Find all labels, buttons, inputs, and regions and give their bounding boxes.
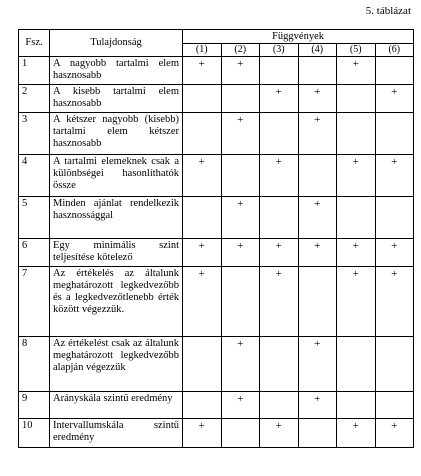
function-5-mark: +: [337, 267, 376, 337]
function-1-mark: [183, 392, 222, 419]
header-serial-number: Fsz.: [19, 30, 50, 57]
function-4-mark: [298, 419, 337, 448]
function-6-mark: +: [375, 239, 414, 267]
function-2-mark: +: [221, 57, 260, 85]
function-4-mark: +: [298, 239, 337, 267]
function-6-mark: +: [375, 419, 414, 448]
function-5-mark: [337, 85, 376, 113]
row-property: Egy minimális szint teljesítése kötelező: [50, 239, 183, 267]
header-function-5: (5): [337, 44, 376, 57]
function-5-mark: +: [337, 57, 376, 85]
header-function-4: (4): [298, 44, 337, 57]
function-3-mark: +: [260, 267, 299, 337]
function-1-mark: [183, 337, 222, 392]
function-4-mark: +: [298, 197, 337, 239]
function-4-mark: [298, 155, 337, 197]
header-function-6: (6): [375, 44, 414, 57]
row-number: 7: [19, 267, 50, 337]
function-3-mark: +: [260, 419, 299, 448]
function-6-mark: +: [375, 267, 414, 337]
function-6-mark: [375, 113, 414, 155]
function-5-mark: [337, 392, 376, 419]
table-row: [19, 337, 414, 392]
function-3-mark: [260, 197, 299, 239]
function-6-mark: +: [375, 85, 414, 113]
table-row: [19, 113, 414, 155]
function-4-mark: [298, 267, 337, 337]
function-6-mark: [375, 337, 414, 392]
function-6-mark: [375, 57, 414, 85]
row-number: 6: [19, 239, 50, 267]
function-4-mark: [298, 57, 337, 85]
function-4-mark: +: [298, 85, 337, 113]
header-function-3: (3): [260, 44, 299, 57]
header-function-1: (1): [183, 44, 222, 57]
function-5-mark: +: [337, 155, 376, 197]
function-3-mark: [260, 337, 299, 392]
row-number: 10: [19, 419, 50, 448]
function-2-mark: [221, 419, 260, 448]
function-5-mark: +: [337, 419, 376, 448]
table-row: [19, 155, 414, 197]
function-2-mark: +: [221, 392, 260, 419]
row-property: Arányskála szintű eredmény: [50, 392, 183, 419]
row-property: Az értékelés az általunk meghatározott legkedvezőbb és a legkedvezőtlenebb érték között végezzük.: [50, 267, 183, 337]
table-row: [19, 57, 414, 85]
header-function-2: (2): [221, 44, 260, 57]
table-row: [19, 85, 414, 113]
function-5-mark: [337, 113, 376, 155]
row-number: 5: [19, 197, 50, 239]
function-3-mark: +: [260, 239, 299, 267]
function-6-mark: [375, 197, 414, 239]
function-2-mark: [221, 85, 260, 113]
function-1-mark: +: [183, 57, 222, 85]
table-row: [19, 392, 414, 419]
function-5-mark: [337, 337, 376, 392]
row-number: 8: [19, 337, 50, 392]
function-6-mark: +: [375, 155, 414, 197]
function-5-mark: [337, 197, 376, 239]
function-3-mark: [260, 113, 299, 155]
row-number: 2: [19, 85, 50, 113]
function-1-mark: +: [183, 419, 222, 448]
function-2-mark: +: [221, 197, 260, 239]
function-3-mark: +: [260, 85, 299, 113]
function-1-mark: +: [183, 155, 222, 197]
row-property: A kisebb tartalmi elem hasznosabb: [50, 85, 183, 113]
table-row: [19, 239, 414, 267]
function-3-mark: [260, 57, 299, 85]
header-functions: Függvények: [183, 30, 414, 44]
function-2-mark: [221, 155, 260, 197]
function-1-mark: +: [183, 267, 222, 337]
row-property: A kétszer nagyobb (kisebb) tartalmi elem kétszer hasznosabb: [50, 113, 183, 155]
header-property: Tulajdonság: [50, 30, 183, 57]
header-row: [19, 30, 414, 44]
row-property: A tartalmi elemeknek csak a különbségei hasonlíthatók össze: [50, 155, 183, 197]
function-6-mark: [375, 392, 414, 419]
function-2-mark: [221, 267, 260, 337]
table-row: [19, 197, 414, 239]
table-body: [19, 57, 414, 448]
row-number: 3: [19, 113, 50, 155]
row-property: Intervallumskála szintű eredmény: [50, 419, 183, 448]
function-1-mark: [183, 113, 222, 155]
function-3-mark: [260, 392, 299, 419]
function-4-mark: +: [298, 113, 337, 155]
functions-property-table: [18, 29, 414, 448]
table-row: [19, 419, 414, 448]
function-1-mark: [183, 197, 222, 239]
function-3-mark: +: [260, 155, 299, 197]
table-row: [19, 267, 414, 337]
function-2-mark: +: [221, 113, 260, 155]
function-1-mark: [183, 85, 222, 113]
row-property: Minden ajánlat rendelkezik hasznossággal: [50, 197, 183, 239]
function-2-mark: +: [221, 239, 260, 267]
row-property: Az értékelést csak az általunk meghatározott legkedvezőbb alapján végezzük: [50, 337, 183, 392]
function-4-mark: +: [298, 392, 337, 419]
function-2-mark: +: [221, 337, 260, 392]
function-4-mark: +: [298, 337, 337, 392]
function-1-mark: +: [183, 239, 222, 267]
row-number: 9: [19, 392, 50, 419]
row-property: A nagyobb tartalmi elem hasznosabb: [50, 57, 183, 85]
table-caption: 5. táblázat: [365, 5, 411, 17]
function-5-mark: +: [337, 239, 376, 267]
row-number: 1: [19, 57, 50, 85]
row-number: 4: [19, 155, 50, 197]
